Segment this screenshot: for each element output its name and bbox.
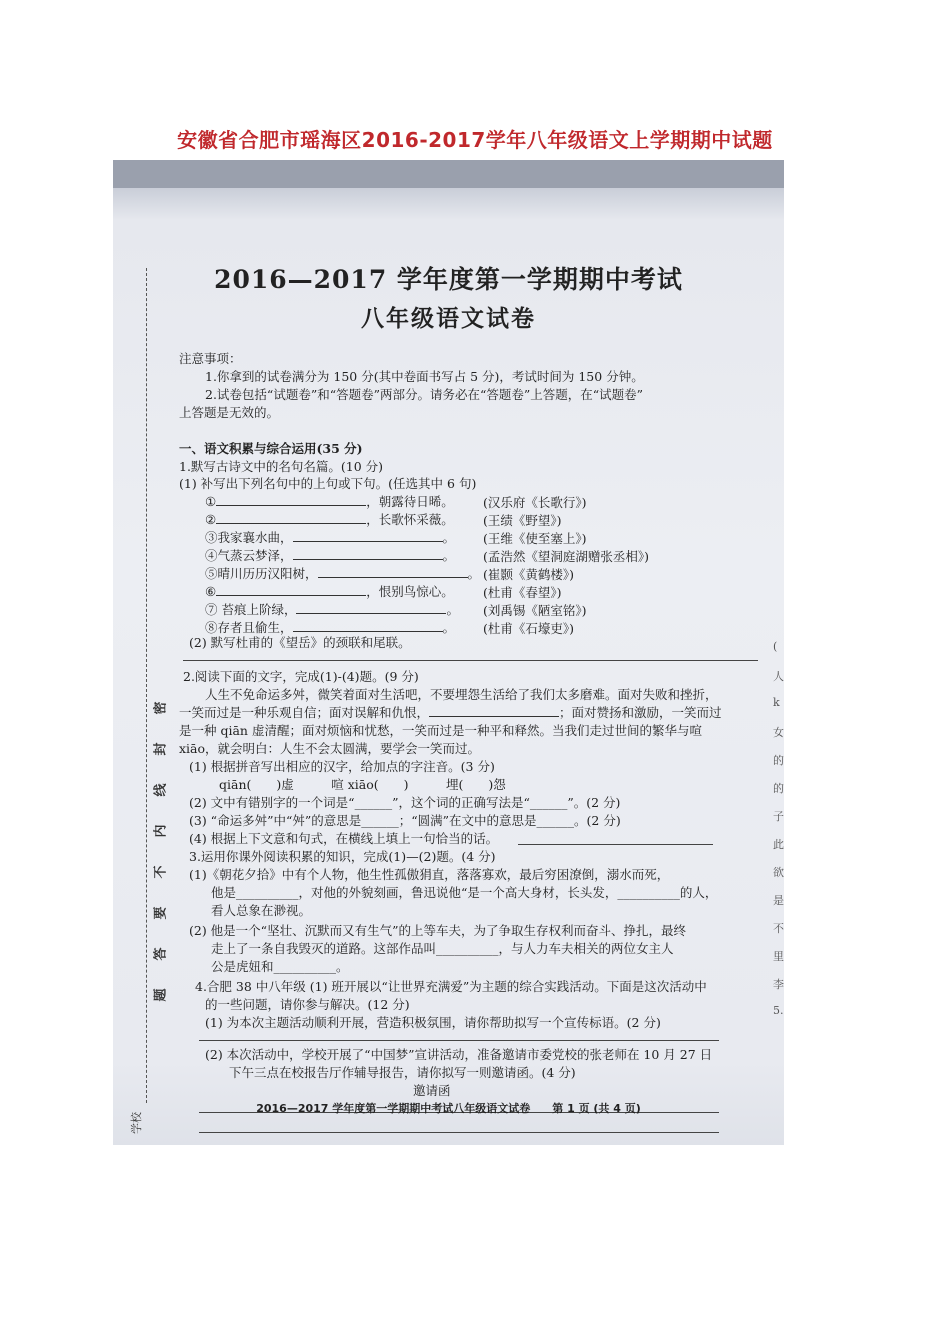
edge-char: 的 [773,754,784,767]
invitation-heading: 邀请函 [413,1083,451,1098]
poem-blank [293,619,443,632]
binding-char: 内 [153,824,169,838]
poem-source: (王绩《野望》) [483,513,562,528]
edge-char: 里 [773,950,784,963]
question-2-1: (1) 根据拼音写出相应的汉字，给加点的字注音。(3 分) [189,759,495,774]
edge-char: 李 [773,978,784,991]
answer-line [183,660,758,661]
poem-suffix: 。 [467,566,481,581]
poem-blank [293,529,443,542]
photo-shadow [113,160,784,188]
edge-char: ( [773,640,778,653]
school-label: 学校 [130,1112,143,1134]
poem-prefix: ⑤晴川历历汉阳树， [205,566,318,581]
question-3-1c: 看人总象在渺视。 [211,903,312,918]
poem-blank [216,583,366,596]
section-1-heading: 一、语文积累与综合运用(35 分) [179,441,363,456]
poem-blank [293,547,443,560]
poem-source: (王维《使至塞上》) [483,531,587,546]
question-1: 1.默写古诗文中的名句名篇。(10 分) [179,459,384,474]
notice-label: 注意事项： [179,351,242,366]
passage-line-2b: ；面对赞扬和激励，一笑而过 [559,705,722,720]
question-3-1a: (1)《朝花夕拾》中有个人物，他生性孤傲狷直，落落寡欢，最后穷困潦倒，溺水而死， [189,867,670,882]
passage-line-2 [179,704,722,722]
notice-1: 1.你拿到的试卷满分为 150 分(其中卷面书写占 5 分)，考试时间为 150 分钟。 [205,369,644,384]
poem-prefix: ① [205,494,217,509]
exam-title: 2016—2017 学年度第一学期期中考试 [214,265,683,294]
poem-suffix: ，恨别鸟惊心。 [366,584,454,599]
answer-line [199,1040,719,1041]
question-3-2b: 走上了一条自我毁灭的道路。这部作品叫__________，与人力车夫相关的两位女主人 [211,941,674,956]
poem-suffix: 。 [442,548,456,563]
edge-char: 欲 [773,866,784,879]
poem-prefix: ⑥ [205,584,217,599]
question-4b: 的一些问题，请你参与解决。(12 分) [205,997,410,1012]
poem-blank [216,511,366,524]
question-2-4: (4) 根据上下文意和句式，在横线上填上一句恰当的话。 [189,831,499,846]
poem-item [205,529,455,547]
edge-char: 是 [773,894,784,907]
binding-dashed-line [146,268,147,1103]
edge-char: 不 [773,922,784,935]
edge-char: 女 [773,726,784,739]
question-1-1: (1) 补写出下列名句中的上句或下句。(任选其中 6 句) [179,476,477,491]
poem-suffix: ，朝露待日晞。 [366,494,454,509]
poem-item [205,601,459,619]
poem-source: (汉乐府《长歌行》) [483,495,587,510]
edge-char: k [773,696,780,709]
poem-prefix: ⑦ 苔痕上阶绿， [205,602,297,617]
question-2-1-items: qiān( )虚 喧 xiāo( ) 埋( )怨 [219,777,506,792]
binding-char: 要 [153,906,169,920]
poem-suffix: 。 [446,602,459,617]
question-1-2: (2) 默写杜甫的《望岳》的颈联和尾联。 [189,635,411,650]
poem-suffix: ，长歌怀采薇。 [366,512,454,527]
question-3: 3.运用你课外阅读积累的知识，完成(1)—(2)题。(4 分) [189,849,496,864]
passage-line-3: 是一种 qiān 虚清醒；面对烦恼和忧愁，一笑而过是一种平和释然。当我们走过世间的繁华与喧 [179,723,702,738]
edge-char: 5. [773,1004,784,1017]
notice-2: 2.试卷包括“试题卷”和“答题卷”两部分。请务必在“答题卷”上答题，在“试题卷” [205,387,644,402]
poem-blank [216,493,366,506]
poem-prefix: ⑧存者且偷生， [205,620,293,635]
binding-char: 密 [153,701,169,715]
binding-char: 封 [153,742,169,756]
question-4-2b: 下午三点在校报告厅作辅导报告，请你拟写一则邀请函。(4 分) [229,1065,576,1080]
poem-item [205,493,454,511]
passage-line-4: xiāo，就会明白：人生不会太圆满，要学会一笑而过。 [179,741,481,756]
question-2: 2.阅读下面的文字，完成(1)-(4)题。(9 分) [183,669,419,684]
question-4-1: (1) 为本次主题活动顺利开展，营造积极氛围，请你帮助拟写一个宣传标语。(2 分) [205,1015,661,1030]
passage-blank [429,704,559,717]
question-4-2a: (2) 本次活动中，学校开展了“中国梦”宣讲活动，准备邀请市委党校的张老师在 10 月 27 日 [205,1047,713,1062]
binding-char: 题 [153,988,169,1002]
edge-char: 子 [773,810,784,823]
poem-prefix: ② [205,512,217,527]
poem-suffix: 。 [442,620,456,635]
poem-source: (崔颢《黄鹤楼》) [483,567,575,582]
question-2-2: (2) 文中有错别字的一个词是“______”，这个词的正确写法是“______”。(2 分) [189,795,621,810]
question-3-2c: 公是虎妞和__________。 [211,959,349,974]
poem-source: (孟浩然《望洞庭湖赠张丞相》) [483,549,650,564]
exam-photo [113,160,784,1145]
answer-line [518,844,713,845]
question-3-2a: (2) 他是一个“坚壮、沉默而又有生气”的上等车夫，为了争取生存权利而奋斗、挣扎，最终 [189,923,686,938]
edge-char: 此 [773,838,784,851]
poem-suffix: 。 [442,530,456,545]
poem-prefix: ④气蒸云梦泽， [205,548,293,563]
poem-item [205,583,454,601]
edge-char: 人 [773,670,784,683]
binding-char: 线 [153,783,169,797]
binding-char: 答 [153,947,169,961]
poem-source: (杜甫《石壕吏》) [483,621,575,636]
poem-item [205,565,480,583]
question-2-3: (3) “命运多舛”中“舛”的意思是______；“圆满”在文中的意思是______。(2 分) [189,813,621,828]
poem-item [205,511,454,529]
passage-line-1: 人生不免命运多舛，微笑着面对生活吧，不要埋怨生活给了我们太多磨难。面对失败和挫折， [205,687,718,702]
poem-item [205,547,455,565]
poem-source: (刘禹锡《陋室铭》) [483,603,587,618]
passage-line-2a: 一笑而过是一种乐观自信；面对误解和仇恨， [179,705,430,720]
edge-char: 的 [773,782,784,795]
answer-line [199,1132,719,1133]
poem-blank [318,565,468,578]
question-4a: 4.合肥 38 中八年级 (1) 班开展以“让世界充满爱”为主题的综合实践活动。下面是这次活动中 [195,979,707,994]
poem-blank [296,601,446,614]
binding-char: 不 [153,865,169,879]
page-title: 安徽省合肥市瑶海区2016-2017学年八年级语文上学期期中试题 [177,128,773,152]
binding-warning [153,700,169,1028]
exam-subtitle: 八年级语文试卷 [361,305,536,332]
page-footer: 2016—2017 学年度第一学期期中考试八年级语文试卷 第 1 页 (共 4 页) [256,1102,641,1115]
poem-source: (杜甫《春望》) [483,585,562,600]
question-3-1b: 他是__________，对他的外貌刻画，鲁迅说他“是一个高大身材，长头发，__________的人， [211,885,718,900]
notice-2-cont: 上答题是无效的。 [179,405,280,420]
poem-prefix: ③我家襄水曲， [205,530,293,545]
